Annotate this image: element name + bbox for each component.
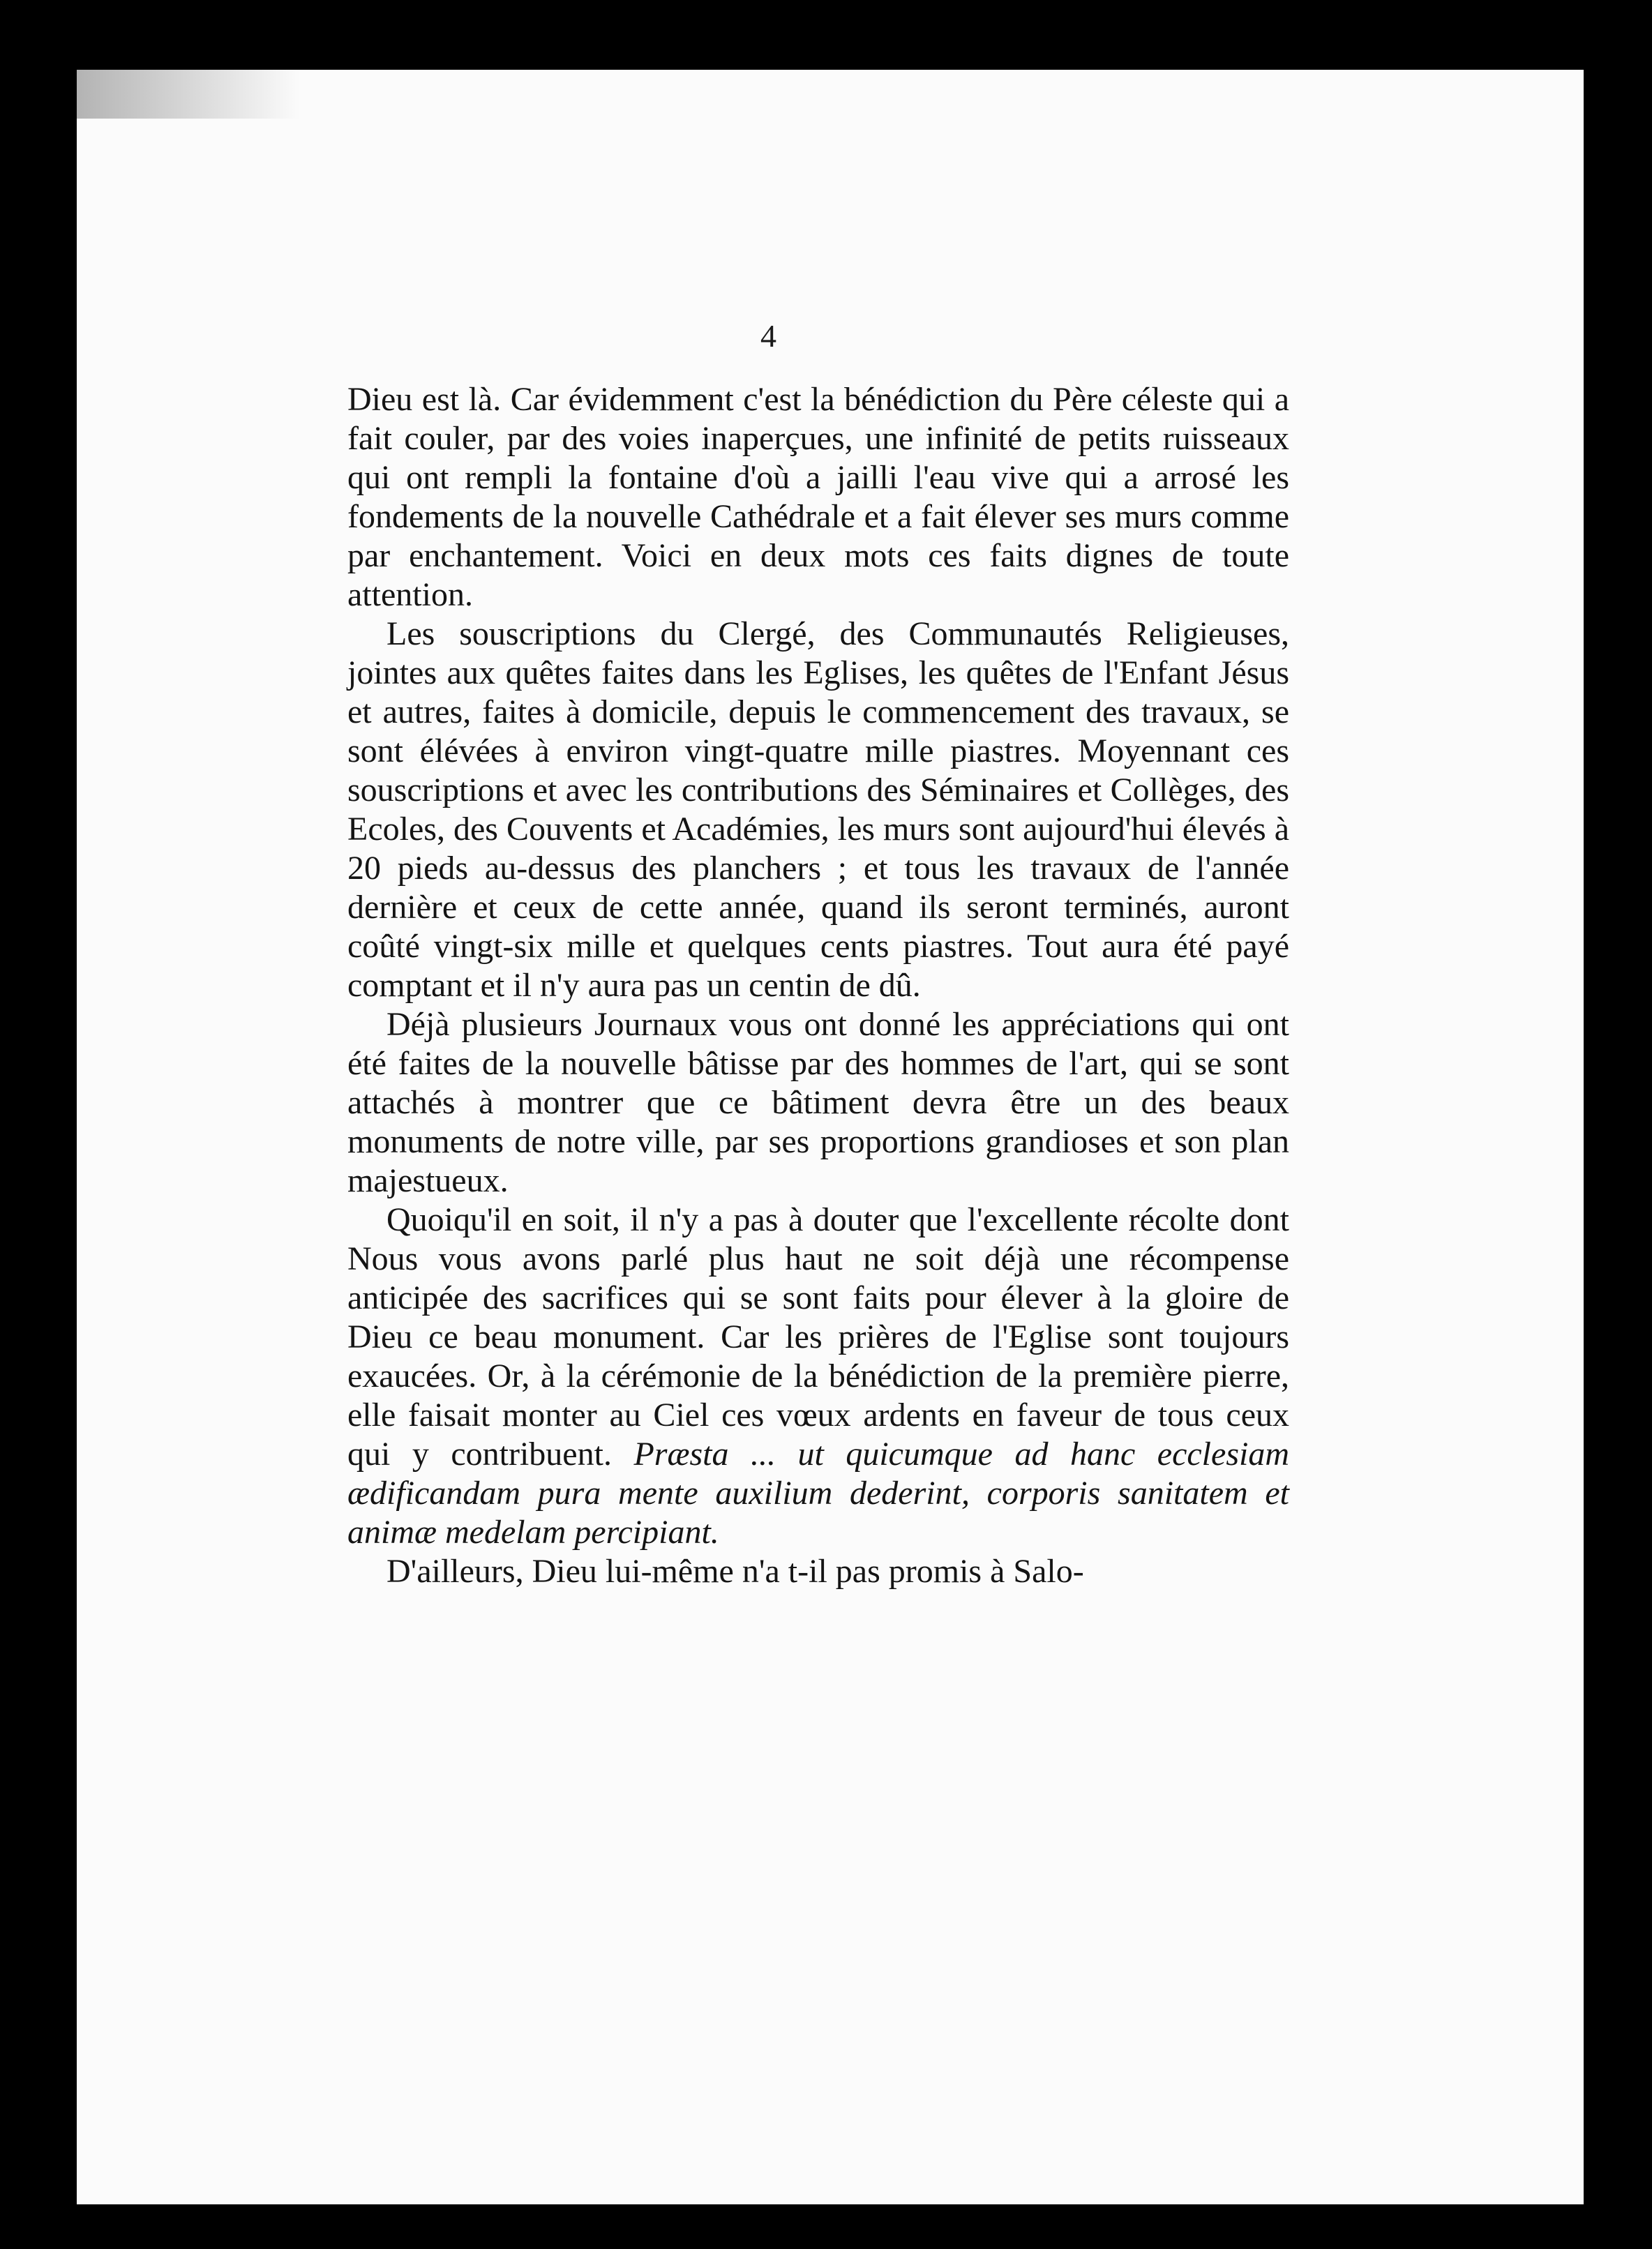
paragraph-1: [347, 380, 1289, 615]
paragraph-2: [347, 615, 1289, 1005]
scan-edge-shadow: [77, 70, 300, 119]
paragraph-2-text: Les souscriptions du Clergé, des Communautés Religieuses, jointes aux quêtes faites dans les Eglises, les quêtes de l'Enfant Jésus et autres, faites à domicile, depuis le commencement des travaux, se sont élévées à environ vingt-quatre mille piastres. Moyennant ces souscriptions et avec les contributions des Séminaires et Collèges, des Ecoles, des Couvents et Académies, les murs sont aujourd'hui élevés à 20 pieds au-dessus des planchers ; et tous les travaux de l'année dernière et ceux de cette année, quand ils seront terminés, auront coûté vingt-six mille et quelques cents piastres. Tout aura été payé comptant et il n'y aura pas un centin de dû.: [347, 615, 1289, 1004]
paragraph-5: [347, 1552, 1289, 1591]
paragraph-3: [347, 1005, 1289, 1201]
paragraph-5-text: D'ailleurs, Dieu lui-même n'a t-il pas promis à Salo-: [386, 1553, 1084, 1590]
paragraph-1-text: Dieu est là. Car évidemment c'est la bénédiction du Père céleste qui a fait couler, par des voies inaperçues, une infinité de petits ruisseaux qui ont rempli la fontaine d'où a jailli l'eau vive qui a arrosé les fondements de la nouvelle Cathédrale et a fait élever ses murs comme par enchantement. Voici en deux mots ces faits dignes de toute attention.: [347, 381, 1289, 613]
paragraph-4: [347, 1201, 1289, 1552]
scanned-page: [77, 70, 1584, 2204]
paragraph-4-text: Quoiqu'il en soit, il n'y a pas à douter que l'excellente récolte dont Nous vous avons parlé plus haut ne soit déjà une récompense anticipée des sacrifices qui se sont faits pour élever à la gloire de Dieu ce beau monument. Car les prières de l'Eglise sont toujours exaucées. Or, à la cérémonie de la bénédiction de la première pierre, elle faisait monter au Ciel ces vœux ardents en faveur de tous ceux qui y contribuent.: [347, 1201, 1289, 1473]
body-text: [347, 380, 1289, 1591]
paragraph-3-text: Déjà plusieurs Journaux vous ont donné les appréciations qui ont été faites de la nouvelle bâtisse par des hommes de l'art, qui se sont attachés à montrer que ce bâtiment devra être un des beaux monuments de notre ville, par ses proportions grandioses et son plan majestueux.: [347, 1006, 1289, 1199]
latin-quotation: Præsta ... ut quicumque ad hanc ecclesiam ædificandam pura mente auxilium dederint, corporis sanitatem et animæ medelam percipiant.: [347, 1436, 1289, 1551]
page-number: 4: [760, 318, 776, 354]
